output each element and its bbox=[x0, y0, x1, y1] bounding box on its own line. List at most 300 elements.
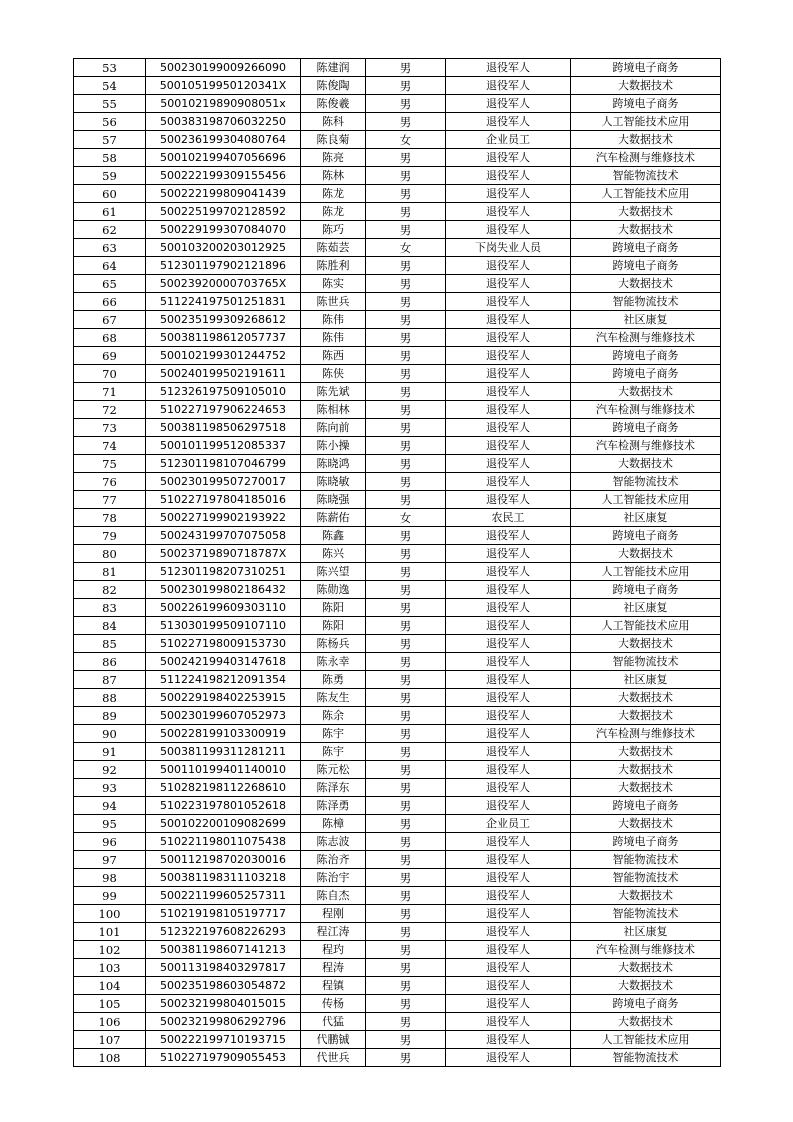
table-row bbox=[74, 1049, 721, 1067]
training-major-cell: 智能物流技术 bbox=[571, 293, 721, 311]
person-name-cell: 程镇 bbox=[301, 977, 366, 995]
training-major-cell: 大数据技术 bbox=[571, 221, 721, 239]
person-category-cell: 退役军人 bbox=[446, 491, 571, 509]
training-major-cell: 大数据技术 bbox=[571, 77, 721, 95]
table-row bbox=[74, 995, 721, 1013]
table-row bbox=[74, 1013, 721, 1031]
row-number-cell: 83 bbox=[74, 599, 146, 617]
person-category-cell: 退役军人 bbox=[446, 977, 571, 995]
table-row bbox=[74, 473, 721, 491]
person-category-cell: 退役军人 bbox=[446, 419, 571, 437]
gender-cell: 男 bbox=[366, 545, 446, 563]
table-row bbox=[74, 59, 721, 77]
person-name-cell: 陈志波 bbox=[301, 833, 366, 851]
person-category-cell: 下岗失业人员 bbox=[446, 239, 571, 257]
id-number-cell: 500110199401140010 bbox=[146, 761, 301, 779]
person-name-cell: 程江涛 bbox=[301, 923, 366, 941]
person-name-cell: 陈实 bbox=[301, 275, 366, 293]
id-number-cell: 500102200109082699 bbox=[146, 815, 301, 833]
row-number-cell: 72 bbox=[74, 401, 146, 419]
person-category-cell: 退役军人 bbox=[446, 221, 571, 239]
person-name-cell: 陈建润 bbox=[301, 59, 366, 77]
id-number-cell: 500232199806292796 bbox=[146, 1013, 301, 1031]
gender-cell: 男 bbox=[366, 617, 446, 635]
row-number-cell: 64 bbox=[74, 257, 146, 275]
gender-cell: 男 bbox=[366, 257, 446, 275]
training-major-cell: 汽车检测与维修技术 bbox=[571, 941, 721, 959]
person-name-cell: 陈巧 bbox=[301, 221, 366, 239]
gender-cell: 男 bbox=[366, 581, 446, 599]
id-number-cell: 500221199605257311 bbox=[146, 887, 301, 905]
training-major-cell: 人工智能技术应用 bbox=[571, 1031, 721, 1049]
row-number-cell: 63 bbox=[74, 239, 146, 257]
person-category-cell: 退役军人 bbox=[446, 401, 571, 419]
id-number-cell: 500101199512085337 bbox=[146, 437, 301, 455]
id-number-cell: 500243199707075058 bbox=[146, 527, 301, 545]
row-number-cell: 99 bbox=[74, 887, 146, 905]
table-row bbox=[74, 257, 721, 275]
id-number-cell: 500103200203012925 bbox=[146, 239, 301, 257]
id-number-cell: 500240199502191611 bbox=[146, 365, 301, 383]
person-category-cell: 退役军人 bbox=[446, 707, 571, 725]
id-number-cell: 500230199607052973 bbox=[146, 707, 301, 725]
id-number-cell: 511224198212091354 bbox=[146, 671, 301, 689]
row-number-cell: 107 bbox=[74, 1031, 146, 1049]
person-category-cell: 退役军人 bbox=[446, 455, 571, 473]
row-number-cell: 106 bbox=[74, 1013, 146, 1031]
table-row bbox=[74, 77, 721, 95]
table-row bbox=[74, 653, 721, 671]
table-row bbox=[74, 509, 721, 527]
person-name-cell: 陈勇 bbox=[301, 671, 366, 689]
table-row bbox=[74, 293, 721, 311]
person-name-cell: 陈科 bbox=[301, 113, 366, 131]
table-row bbox=[74, 311, 721, 329]
gender-cell: 男 bbox=[366, 1049, 446, 1067]
person-category-cell: 退役军人 bbox=[446, 797, 571, 815]
table-row bbox=[74, 455, 721, 473]
training-major-cell: 汽车检测与维修技术 bbox=[571, 149, 721, 167]
gender-cell: 男 bbox=[366, 419, 446, 437]
person-category-cell: 退役军人 bbox=[446, 959, 571, 977]
table-row bbox=[74, 671, 721, 689]
row-number-cell: 86 bbox=[74, 653, 146, 671]
training-major-cell: 智能物流技术 bbox=[571, 653, 721, 671]
person-name-cell: 程刚 bbox=[301, 905, 366, 923]
person-category-cell: 退役军人 bbox=[446, 887, 571, 905]
row-number-cell: 65 bbox=[74, 275, 146, 293]
person-category-cell: 退役军人 bbox=[446, 329, 571, 347]
person-name-cell: 陈友生 bbox=[301, 689, 366, 707]
row-number-cell: 53 bbox=[74, 59, 146, 77]
person-category-cell: 退役军人 bbox=[446, 1049, 571, 1067]
person-name-cell: 陈晓鸿 bbox=[301, 455, 366, 473]
person-name-cell: 传杨 bbox=[301, 995, 366, 1013]
training-major-cell: 大数据技术 bbox=[571, 977, 721, 995]
training-major-cell: 大数据技术 bbox=[571, 383, 721, 401]
table-row bbox=[74, 707, 721, 725]
gender-cell: 男 bbox=[366, 203, 446, 221]
person-category-cell: 退役军人 bbox=[446, 59, 571, 77]
training-major-cell: 大数据技术 bbox=[571, 203, 721, 221]
person-name-cell: 陈伟 bbox=[301, 329, 366, 347]
id-number-cell: 500235199309268612 bbox=[146, 311, 301, 329]
table-row bbox=[74, 113, 721, 131]
id-number-cell: 513030199509107110 bbox=[146, 617, 301, 635]
id-number-cell: 510227197906224653 bbox=[146, 401, 301, 419]
training-major-cell: 智能物流技术 bbox=[571, 473, 721, 491]
gender-cell: 男 bbox=[366, 113, 446, 131]
gender-cell: 男 bbox=[366, 59, 446, 77]
row-number-cell: 74 bbox=[74, 437, 146, 455]
row-number-cell: 96 bbox=[74, 833, 146, 851]
training-major-cell: 人工智能技术应用 bbox=[571, 113, 721, 131]
gender-cell: 男 bbox=[366, 725, 446, 743]
gender-cell: 男 bbox=[366, 491, 446, 509]
id-number-cell: 500227199902193922 bbox=[146, 509, 301, 527]
person-name-cell: 陈泽东 bbox=[301, 779, 366, 797]
row-number-cell: 69 bbox=[74, 347, 146, 365]
gender-cell: 男 bbox=[366, 455, 446, 473]
person-name-cell: 陈胜利 bbox=[301, 257, 366, 275]
row-number-cell: 102 bbox=[74, 941, 146, 959]
person-category-cell: 退役军人 bbox=[446, 527, 571, 545]
person-name-cell: 陈勋逸 bbox=[301, 581, 366, 599]
table-row bbox=[74, 437, 721, 455]
row-number-cell: 66 bbox=[74, 293, 146, 311]
table-row bbox=[74, 797, 721, 815]
row-number-cell: 95 bbox=[74, 815, 146, 833]
table-row bbox=[74, 563, 721, 581]
person-category-cell: 退役军人 bbox=[446, 77, 571, 95]
id-number-cell: 510227197804185016 bbox=[146, 491, 301, 509]
person-name-cell: 陈龙 bbox=[301, 185, 366, 203]
id-number-cell: 500381199311281211 bbox=[146, 743, 301, 761]
training-major-cell: 智能物流技术 bbox=[571, 167, 721, 185]
person-category-cell: 退役军人 bbox=[446, 689, 571, 707]
row-number-cell: 98 bbox=[74, 869, 146, 887]
table-row bbox=[74, 977, 721, 995]
person-name-cell: 陈先斌 bbox=[301, 383, 366, 401]
training-major-cell: 跨境电子商务 bbox=[571, 581, 721, 599]
person-name-cell: 陈樟 bbox=[301, 815, 366, 833]
id-number-cell: 510223197801052618 bbox=[146, 797, 301, 815]
gender-cell: 男 bbox=[366, 995, 446, 1013]
training-major-cell: 跨境电子商务 bbox=[571, 365, 721, 383]
training-major-cell: 大数据技术 bbox=[571, 959, 721, 977]
id-number-cell: 50023719890718787X bbox=[146, 545, 301, 563]
row-number-cell: 80 bbox=[74, 545, 146, 563]
person-category-cell: 企业员工 bbox=[446, 131, 571, 149]
id-number-cell: 500230199009266090 bbox=[146, 59, 301, 77]
gender-cell: 女 bbox=[366, 509, 446, 527]
person-name-cell: 陈余 bbox=[301, 707, 366, 725]
gender-cell: 男 bbox=[366, 527, 446, 545]
row-number-cell: 91 bbox=[74, 743, 146, 761]
training-major-cell: 大数据技术 bbox=[571, 275, 721, 293]
gender-cell: 男 bbox=[366, 743, 446, 761]
training-major-cell: 汽车检测与维修技术 bbox=[571, 329, 721, 347]
row-number-cell: 89 bbox=[74, 707, 146, 725]
training-major-cell: 跨境电子商务 bbox=[571, 419, 721, 437]
id-number-cell: 512326197509105010 bbox=[146, 383, 301, 401]
row-number-cell: 97 bbox=[74, 851, 146, 869]
person-category-cell: 退役军人 bbox=[446, 617, 571, 635]
id-number-cell: 500229199307084070 bbox=[146, 221, 301, 239]
id-number-cell: 500230199802186432 bbox=[146, 581, 301, 599]
training-major-cell: 跨境电子商务 bbox=[571, 257, 721, 275]
id-number-cell: 500235198603054872 bbox=[146, 977, 301, 995]
gender-cell: 男 bbox=[366, 833, 446, 851]
training-major-cell: 社区康复 bbox=[571, 923, 721, 941]
table-row bbox=[74, 365, 721, 383]
gender-cell: 男 bbox=[366, 707, 446, 725]
row-number-cell: 54 bbox=[74, 77, 146, 95]
id-number-cell: 500230199507270017 bbox=[146, 473, 301, 491]
person-name-cell: 陈兴望 bbox=[301, 563, 366, 581]
training-major-cell: 跨境电子商务 bbox=[571, 833, 721, 851]
person-category-cell: 退役军人 bbox=[446, 743, 571, 761]
person-name-cell: 陈晓敏 bbox=[301, 473, 366, 491]
gender-cell: 男 bbox=[366, 293, 446, 311]
person-category-cell: 退役军人 bbox=[446, 1031, 571, 1049]
gender-cell: 男 bbox=[366, 401, 446, 419]
id-number-cell: 500112198702030016 bbox=[146, 851, 301, 869]
table-row bbox=[74, 815, 721, 833]
gender-cell: 男 bbox=[366, 347, 446, 365]
table-row bbox=[74, 419, 721, 437]
table-row bbox=[74, 689, 721, 707]
gender-cell: 男 bbox=[366, 797, 446, 815]
gender-cell: 女 bbox=[366, 239, 446, 257]
person-category-cell: 农民工 bbox=[446, 509, 571, 527]
row-number-cell: 101 bbox=[74, 923, 146, 941]
training-major-cell: 大数据技术 bbox=[571, 815, 721, 833]
row-number-cell: 88 bbox=[74, 689, 146, 707]
id-number-cell: 500381198607141213 bbox=[146, 941, 301, 959]
table-row bbox=[74, 131, 721, 149]
person-category-cell: 退役军人 bbox=[446, 635, 571, 653]
person-category-cell: 退役军人 bbox=[446, 545, 571, 563]
gender-cell: 男 bbox=[366, 95, 446, 113]
person-category-cell: 退役军人 bbox=[446, 671, 571, 689]
gender-cell: 男 bbox=[366, 1013, 446, 1031]
id-number-cell: 500228199103300919 bbox=[146, 725, 301, 743]
table-row bbox=[74, 239, 721, 257]
table-row bbox=[74, 617, 721, 635]
person-category-cell: 退役军人 bbox=[446, 293, 571, 311]
training-major-cell: 跨境电子商务 bbox=[571, 527, 721, 545]
person-name-cell: 陈俊羲 bbox=[301, 95, 366, 113]
id-number-cell: 510282198112268610 bbox=[146, 779, 301, 797]
person-name-cell: 陈西 bbox=[301, 347, 366, 365]
table-row bbox=[74, 851, 721, 869]
gender-cell: 男 bbox=[366, 149, 446, 167]
gender-cell: 男 bbox=[366, 959, 446, 977]
person-name-cell: 陈治宇 bbox=[301, 869, 366, 887]
table-row bbox=[74, 743, 721, 761]
person-name-cell: 陈龙 bbox=[301, 203, 366, 221]
person-name-cell: 陈泽勇 bbox=[301, 797, 366, 815]
training-major-cell: 大数据技术 bbox=[571, 635, 721, 653]
training-major-cell: 人工智能技术应用 bbox=[571, 491, 721, 509]
gender-cell: 女 bbox=[366, 131, 446, 149]
training-major-cell: 人工智能技术应用 bbox=[571, 563, 721, 581]
gender-cell: 男 bbox=[366, 167, 446, 185]
row-number-cell: 55 bbox=[74, 95, 146, 113]
id-number-cell: 512322197608226293 bbox=[146, 923, 301, 941]
person-name-cell: 陈薪佑 bbox=[301, 509, 366, 527]
training-major-cell: 跨境电子商务 bbox=[571, 239, 721, 257]
person-name-cell: 陈俊陶 bbox=[301, 77, 366, 95]
gender-cell: 男 bbox=[366, 923, 446, 941]
table-row bbox=[74, 491, 721, 509]
row-number-cell: 71 bbox=[74, 383, 146, 401]
person-category-cell: 退役军人 bbox=[446, 851, 571, 869]
person-category-cell: 退役军人 bbox=[446, 725, 571, 743]
row-number-cell: 85 bbox=[74, 635, 146, 653]
row-number-cell: 73 bbox=[74, 419, 146, 437]
table-row bbox=[74, 635, 721, 653]
person-category-cell: 退役军人 bbox=[446, 779, 571, 797]
person-name-cell: 陈良菊 bbox=[301, 131, 366, 149]
table-row bbox=[74, 761, 721, 779]
person-category-cell: 退役军人 bbox=[446, 203, 571, 221]
gender-cell: 男 bbox=[366, 365, 446, 383]
training-major-cell: 大数据技术 bbox=[571, 887, 721, 905]
person-name-cell: 陈自杰 bbox=[301, 887, 366, 905]
training-major-cell: 社区康复 bbox=[571, 671, 721, 689]
person-category-cell: 退役军人 bbox=[446, 761, 571, 779]
person-category-cell: 退役军人 bbox=[446, 833, 571, 851]
gender-cell: 男 bbox=[366, 779, 446, 797]
person-category-cell: 退役军人 bbox=[446, 563, 571, 581]
row-number-cell: 62 bbox=[74, 221, 146, 239]
table-row bbox=[74, 149, 721, 167]
person-name-cell: 陈小操 bbox=[301, 437, 366, 455]
row-number-cell: 103 bbox=[74, 959, 146, 977]
row-number-cell: 108 bbox=[74, 1049, 146, 1067]
person-name-cell: 陈向前 bbox=[301, 419, 366, 437]
id-number-cell: 500383198706032250 bbox=[146, 113, 301, 131]
person-name-cell: 陈亮 bbox=[301, 149, 366, 167]
person-category-cell: 退役军人 bbox=[446, 869, 571, 887]
person-name-cell: 陈宇 bbox=[301, 743, 366, 761]
id-number-cell: 500225199702128592 bbox=[146, 203, 301, 221]
gender-cell: 男 bbox=[366, 275, 446, 293]
row-number-cell: 68 bbox=[74, 329, 146, 347]
person-category-cell: 退役军人 bbox=[446, 437, 571, 455]
table-row bbox=[74, 167, 721, 185]
person-name-cell: 陈鑫 bbox=[301, 527, 366, 545]
gender-cell: 男 bbox=[366, 887, 446, 905]
gender-cell: 男 bbox=[366, 473, 446, 491]
training-major-cell: 社区康复 bbox=[571, 599, 721, 617]
training-major-cell: 智能物流技术 bbox=[571, 869, 721, 887]
table-row bbox=[74, 95, 721, 113]
id-number-cell: 512301198207310251 bbox=[146, 563, 301, 581]
row-number-cell: 93 bbox=[74, 779, 146, 797]
gender-cell: 男 bbox=[366, 689, 446, 707]
table-row bbox=[74, 779, 721, 797]
id-number-cell: 500222199309155456 bbox=[146, 167, 301, 185]
training-major-cell: 汽车检测与维修技术 bbox=[571, 401, 721, 419]
table-row bbox=[74, 185, 721, 203]
person-category-cell: 退役军人 bbox=[446, 275, 571, 293]
id-number-cell: 500222199809041439 bbox=[146, 185, 301, 203]
id-number-cell: 500381198506297518 bbox=[146, 419, 301, 437]
id-number-cell: 510219198105197717 bbox=[146, 905, 301, 923]
table-row bbox=[74, 203, 721, 221]
person-name-cell: 陈林 bbox=[301, 167, 366, 185]
training-major-cell: 汽车检测与维修技术 bbox=[571, 725, 721, 743]
person-category-cell: 退役军人 bbox=[446, 599, 571, 617]
id-number-cell: 511224197501251831 bbox=[146, 293, 301, 311]
person-name-cell: 代猛 bbox=[301, 1013, 366, 1031]
gender-cell: 男 bbox=[366, 851, 446, 869]
gender-cell: 男 bbox=[366, 1031, 446, 1049]
row-number-cell: 94 bbox=[74, 797, 146, 815]
gender-cell: 男 bbox=[366, 635, 446, 653]
row-number-cell: 81 bbox=[74, 563, 146, 581]
person-name-cell: 陈宇 bbox=[301, 725, 366, 743]
row-number-cell: 84 bbox=[74, 617, 146, 635]
table-row bbox=[74, 581, 721, 599]
table-row bbox=[74, 833, 721, 851]
row-number-cell: 104 bbox=[74, 977, 146, 995]
training-major-cell: 大数据技术 bbox=[571, 545, 721, 563]
table-row bbox=[74, 221, 721, 239]
training-major-cell: 大数据技术 bbox=[571, 743, 721, 761]
table-row bbox=[74, 401, 721, 419]
id-number-cell: 500242199403147618 bbox=[146, 653, 301, 671]
training-major-cell: 跨境电子商务 bbox=[571, 347, 721, 365]
gender-cell: 男 bbox=[366, 869, 446, 887]
person-category-cell: 企业员工 bbox=[446, 815, 571, 833]
gender-cell: 男 bbox=[366, 653, 446, 671]
table-row bbox=[74, 905, 721, 923]
person-name-cell: 陈治齐 bbox=[301, 851, 366, 869]
gender-cell: 男 bbox=[366, 977, 446, 995]
training-major-cell: 跨境电子商务 bbox=[571, 995, 721, 1013]
training-major-cell: 人工智能技术应用 bbox=[571, 185, 721, 203]
id-number-cell: 512301198107046799 bbox=[146, 455, 301, 473]
gender-cell: 男 bbox=[366, 329, 446, 347]
person-name-cell: 陈世兵 bbox=[301, 293, 366, 311]
row-number-cell: 100 bbox=[74, 905, 146, 923]
training-major-cell: 智能物流技术 bbox=[571, 905, 721, 923]
training-major-cell: 人工智能技术应用 bbox=[571, 617, 721, 635]
gender-cell: 男 bbox=[366, 221, 446, 239]
training-major-cell: 智能物流技术 bbox=[571, 851, 721, 869]
person-name-cell: 陈兴 bbox=[301, 545, 366, 563]
table-row bbox=[74, 347, 721, 365]
row-number-cell: 59 bbox=[74, 167, 146, 185]
person-name-cell: 陈茹芸 bbox=[301, 239, 366, 257]
person-category-cell: 退役军人 bbox=[446, 257, 571, 275]
person-name-cell: 陈元松 bbox=[301, 761, 366, 779]
table-row bbox=[74, 545, 721, 563]
id-number-cell: 50010219890908051x bbox=[146, 95, 301, 113]
training-major-cell: 社区康复 bbox=[571, 509, 721, 527]
person-name-cell: 陈侠 bbox=[301, 365, 366, 383]
gender-cell: 男 bbox=[366, 383, 446, 401]
table-row bbox=[74, 923, 721, 941]
person-category-cell: 退役军人 bbox=[446, 653, 571, 671]
person-name-cell: 程玓 bbox=[301, 941, 366, 959]
person-name-cell: 代鹏铖 bbox=[301, 1031, 366, 1049]
row-number-cell: 76 bbox=[74, 473, 146, 491]
